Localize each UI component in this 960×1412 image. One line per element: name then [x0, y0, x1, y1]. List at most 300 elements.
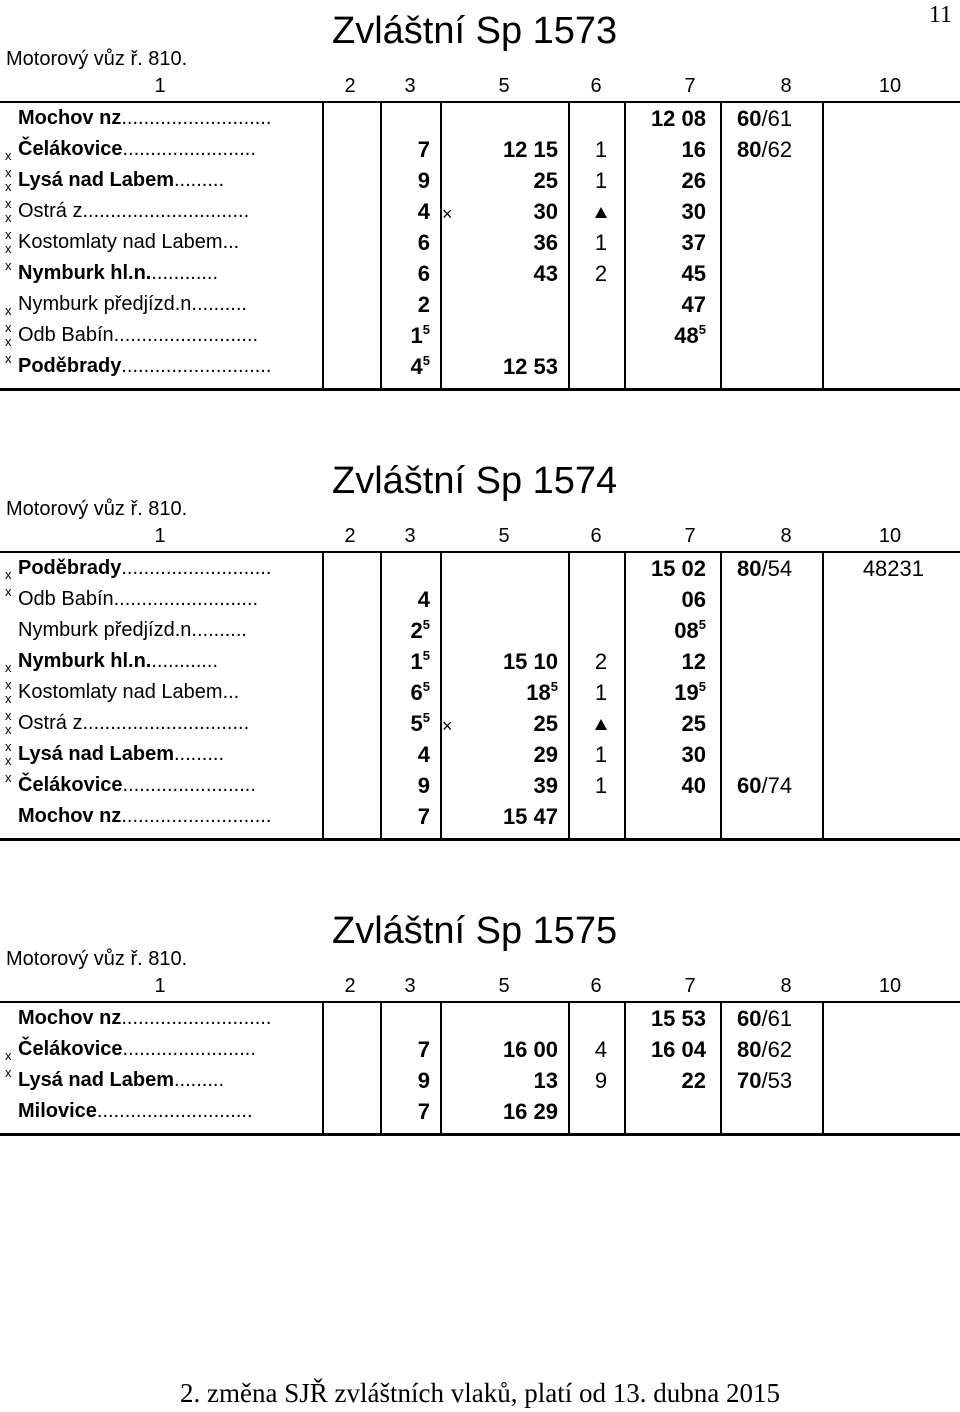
mark-bottom: x — [5, 691, 12, 706]
col-6-stop: 9 — [594, 1068, 608, 1093]
col-3-km — [418, 1099, 430, 1125]
column-header: 10 — [878, 525, 902, 547]
value: 39 — [533, 773, 558, 798]
station-name — [18, 805, 271, 828]
station-label: Čelákovice — [18, 774, 123, 796]
col-7-time — [651, 556, 706, 582]
col-7-time — [682, 199, 706, 225]
col-6-stop: 2 — [594, 649, 608, 674]
table-row — [0, 353, 960, 384]
col-6-stop: 1 — [594, 680, 608, 705]
table-row — [0, 803, 960, 834]
col-3-km — [411, 649, 430, 675]
col-3-km — [418, 1037, 430, 1063]
station-name — [18, 107, 271, 130]
column-header: 1 — [154, 975, 166, 997]
value: 15 47 — [502, 804, 558, 829]
col-7-time — [682, 773, 706, 799]
station-label: Odb Babín — [18, 324, 114, 346]
station-label: Nymburk hl.n. — [18, 262, 152, 284]
station-label: Mochov nz — [18, 1007, 122, 1029]
col-7-time — [682, 742, 706, 768]
leader-dots: .............................. — [82, 712, 250, 734]
speed-suffix: /74 — [761, 773, 793, 798]
vehicle-type: Motorový vůz ř. 810. — [6, 948, 188, 970]
value: 48 — [674, 323, 699, 348]
value: 1 — [410, 649, 423, 674]
table-row — [0, 586, 960, 617]
col-7-time — [682, 137, 706, 163]
column-header: 3 — [404, 975, 416, 997]
value: 9 — [417, 168, 430, 193]
col-3-km — [418, 804, 430, 830]
timetable-body — [0, 1003, 960, 1136]
station-name — [18, 200, 249, 223]
speed-value: 80 — [737, 556, 762, 581]
col-5-time — [534, 773, 558, 799]
value: 25 — [681, 711, 706, 736]
column-header: 2 — [344, 75, 356, 97]
station-label: Nymburk předjízd.n. — [18, 619, 197, 641]
crossing-icon: × — [442, 716, 453, 736]
value: 9 — [417, 1068, 430, 1093]
leader-dots: ......... — [196, 293, 247, 315]
mark-bottom: x — [5, 241, 12, 256]
col-5-time — [534, 168, 558, 194]
station-label: Lysá nad Labem — [18, 1069, 174, 1091]
station-label: Odb Babín — [18, 588, 114, 610]
speed-value: 60 — [737, 773, 762, 798]
col-6-stop: 4 — [594, 1037, 608, 1062]
value: 4 — [417, 742, 430, 767]
leader-dots: ... — [222, 231, 240, 253]
col-5-time — [534, 711, 558, 737]
value: 7 — [417, 804, 430, 829]
col-5-time — [503, 1037, 558, 1063]
mark-top: x — [5, 708, 12, 723]
speed-value: 70 — [737, 1068, 762, 1093]
col-8-speed — [737, 556, 792, 582]
station-label: Ostrá z — [18, 200, 83, 222]
value: 16 — [681, 137, 706, 162]
column-header: 1 — [154, 525, 166, 547]
col-5-time — [503, 804, 558, 830]
column-header: 8 — [780, 975, 792, 997]
value: 18 — [526, 680, 551, 705]
value: 19 — [674, 680, 699, 705]
col-10-note: 48231 — [862, 556, 924, 581]
column-header: 5 — [498, 975, 510, 997]
station-name — [18, 262, 218, 285]
station-label: Mochov nz — [18, 107, 122, 129]
leader-dots: ........................... — [121, 805, 272, 827]
leader-dots: ............ — [151, 650, 219, 672]
col-6-stop: 1 — [594, 742, 608, 767]
station-label: Nymburk hl.n. — [18, 650, 152, 672]
leader-dots: ......... — [196, 619, 247, 641]
leader-dots: ........................... — [121, 557, 272, 579]
column-header: 6 — [590, 975, 602, 997]
col-3-km — [418, 773, 430, 799]
mark-top: x — [5, 677, 12, 692]
speed-suffix: /61 — [761, 106, 793, 131]
column-header: 7 — [684, 75, 696, 97]
col-6-stop: 2 — [594, 261, 608, 286]
column-header: 6 — [590, 525, 602, 547]
value: 15 10 — [502, 649, 558, 674]
mark-bottom: x — [5, 334, 12, 349]
col-3-km — [418, 199, 430, 225]
column-header-row — [0, 523, 960, 553]
table-row — [0, 555, 960, 586]
value: 30 — [681, 742, 706, 767]
value: 16 00 — [502, 1037, 558, 1062]
superscript: 5 — [422, 322, 430, 337]
col-6-stop: 1 — [594, 137, 608, 162]
table-row — [0, 772, 960, 803]
value: 6 — [417, 261, 430, 286]
mark-bottom: x — [5, 1048, 12, 1063]
superscript: 5 — [422, 679, 430, 694]
station-name — [18, 774, 256, 797]
col-3-km — [418, 587, 430, 613]
timetable-body — [0, 103, 960, 391]
value: 13 — [533, 1068, 558, 1093]
timetable-body — [0, 553, 960, 841]
value: 06 — [681, 587, 706, 612]
col-5-time — [534, 742, 558, 768]
col-5-time — [503, 354, 558, 380]
col-3-km — [411, 354, 430, 380]
table-row — [0, 1005, 960, 1036]
value: 15 02 — [650, 556, 706, 581]
col-7-time — [682, 587, 706, 613]
leader-dots: ............ — [151, 262, 219, 284]
train-title: Zvláštní Sp 1573 — [332, 10, 618, 52]
value: 9 — [417, 773, 430, 798]
superscript: 5 — [422, 353, 430, 368]
col-7-time — [682, 230, 706, 256]
mark-top: x — [5, 770, 12, 785]
mark-top: x — [5, 196, 12, 211]
value: 43 — [533, 261, 558, 286]
table-row — [0, 260, 960, 291]
table-row — [0, 198, 960, 229]
station-name — [18, 557, 271, 580]
column-header: 3 — [404, 75, 416, 97]
col-3-km — [418, 1068, 430, 1094]
station-name — [18, 355, 271, 378]
table-row — [0, 229, 960, 260]
superscript: 5 — [422, 710, 430, 725]
col-7-time — [674, 618, 706, 644]
col-7-time — [674, 680, 706, 706]
col-3-km — [418, 137, 430, 163]
leader-dots: ........................ — [122, 774, 256, 796]
timetable-section — [0, 10, 960, 392]
station-label: Mochov nz — [18, 805, 122, 827]
station-name — [18, 650, 218, 673]
column-header: 8 — [780, 525, 792, 547]
leader-dots: ............................ — [96, 1100, 253, 1122]
table-row — [0, 291, 960, 322]
timetable-section — [0, 460, 960, 842]
value: 6 — [410, 680, 423, 705]
table-row — [0, 648, 960, 679]
value: 40 — [681, 773, 706, 798]
station-name — [18, 169, 224, 192]
station-name — [18, 1069, 224, 1092]
superscript: 5 — [698, 679, 706, 694]
speed-suffix: /54 — [761, 556, 793, 581]
column-header: 2 — [344, 525, 356, 547]
value: 26 — [681, 168, 706, 193]
column-header: 5 — [498, 75, 510, 97]
triangle-icon — [595, 207, 607, 218]
value: 12 15 — [502, 137, 558, 162]
col-7-time — [682, 649, 706, 675]
value: 30 — [533, 199, 558, 224]
col-5-time — [534, 261, 558, 287]
col-3-km — [418, 261, 430, 287]
col-5-time — [503, 137, 558, 163]
value: 2 — [410, 618, 423, 643]
table-row — [0, 679, 960, 710]
speed-suffix: /62 — [761, 1037, 793, 1062]
value: 29 — [533, 742, 558, 767]
column-header: 1 — [154, 75, 166, 97]
speed-suffix: /61 — [761, 1006, 793, 1031]
col-7-time — [682, 1068, 706, 1094]
column-header: 8 — [780, 75, 792, 97]
table-row — [0, 1098, 960, 1129]
value: 4 — [417, 587, 430, 612]
leader-dots: ........................... — [121, 1007, 272, 1029]
value: 7 — [417, 1037, 430, 1062]
column-header: 10 — [878, 75, 902, 97]
station-name — [18, 138, 256, 161]
value: 6 — [417, 230, 430, 255]
superscript: 5 — [698, 617, 706, 632]
station-name — [18, 588, 258, 611]
value: 2 — [417, 292, 430, 317]
col-6-stop: 1 — [594, 230, 608, 255]
col-8-speed — [737, 1037, 792, 1063]
station-label: Kostomlaty nad Labem — [18, 681, 223, 703]
col-5-time — [503, 649, 558, 675]
value: 25 — [533, 711, 558, 736]
value: 1 — [410, 323, 423, 348]
table-row — [0, 1067, 960, 1098]
speed-value: 80 — [737, 137, 762, 162]
col-7-time — [651, 1006, 706, 1032]
leader-dots: ........................... — [121, 355, 272, 377]
col-3-km — [411, 323, 430, 349]
vehicle-type: Motorový vůz ř. 810. — [6, 498, 188, 520]
station-name — [18, 231, 239, 254]
value: 12 — [681, 649, 706, 674]
speed-suffix: /53 — [761, 1068, 793, 1093]
col-8-speed — [737, 106, 792, 132]
mark-top: x — [5, 351, 12, 366]
col-5-time — [503, 1099, 558, 1125]
table-row — [0, 167, 960, 198]
col-7-time — [682, 711, 706, 737]
mark-bottom: x — [5, 722, 12, 737]
value: 25 — [533, 168, 558, 193]
column-header-row — [0, 973, 960, 1003]
leader-dots: .............................. — [82, 200, 250, 222]
mark-bottom: x — [5, 567, 12, 582]
superscript: 5 — [698, 322, 706, 337]
station-name — [18, 619, 247, 642]
leader-dots: ......... — [173, 743, 224, 765]
mark-bottom: x — [5, 179, 12, 194]
station-name — [18, 324, 258, 347]
crossing-icon: × — [442, 204, 453, 224]
speed-value: 60 — [737, 106, 762, 131]
value: 16 29 — [502, 1099, 558, 1124]
station-name — [18, 293, 247, 316]
value: 15 53 — [650, 1006, 706, 1031]
leader-dots: ... — [222, 681, 240, 703]
value: 08 — [674, 618, 699, 643]
value: 45 — [681, 261, 706, 286]
train-title: Zvláštní Sp 1574 — [332, 460, 618, 502]
mark-bottom: x — [5, 660, 12, 675]
value: 7 — [417, 137, 430, 162]
station-label: Nymburk předjízd.n. — [18, 293, 197, 315]
col-8-speed — [737, 773, 792, 799]
train-title: Zvláštní Sp 1575 — [332, 910, 618, 952]
col-8-speed — [737, 1068, 792, 1094]
col-7-time — [651, 106, 706, 132]
col-3-km — [418, 292, 430, 318]
triangle-icon — [595, 719, 607, 730]
value: 7 — [417, 1099, 430, 1124]
table-row — [0, 710, 960, 741]
table-row — [0, 1036, 960, 1067]
value: 30 — [681, 199, 706, 224]
station-name — [18, 1100, 253, 1123]
mark-bottom: x — [5, 210, 12, 225]
col-3-km — [411, 618, 430, 644]
table-row — [0, 322, 960, 353]
superscript: 5 — [550, 679, 558, 694]
leader-dots: ......... — [173, 1069, 224, 1091]
speed-value: 60 — [737, 1006, 762, 1031]
leader-dots: ......... — [173, 169, 224, 191]
col-6-stop: 1 — [594, 168, 608, 193]
station-label: Lysá nad Labem — [18, 743, 174, 765]
table-row — [0, 105, 960, 136]
col-5-time — [534, 199, 558, 225]
mark-top: x — [5, 320, 12, 335]
column-header: 10 — [878, 975, 902, 997]
col-3-km — [418, 742, 430, 768]
station-label: Kostomlaty nad Labem — [18, 231, 223, 253]
mark-top: x — [5, 258, 12, 273]
mark-top: x — [5, 584, 12, 599]
col-8-speed — [737, 1006, 792, 1032]
col-5-time — [534, 1068, 558, 1094]
column-header: 7 — [684, 975, 696, 997]
station-name — [18, 712, 249, 735]
col-3-km — [411, 680, 430, 706]
page-number: 11 — [928, 2, 952, 28]
value: 12 53 — [502, 354, 558, 379]
speed-value: 80 — [737, 1037, 762, 1062]
station-name — [18, 1007, 271, 1030]
col-7-time — [682, 168, 706, 194]
station-label: Milovice — [18, 1100, 97, 1122]
col-3-km — [418, 168, 430, 194]
footer-note: 2. změna SJŘ zvláštních vlaků, platí od 13. dubna 2015 — [180, 1378, 780, 1408]
vehicle-type: Motorový vůz ř. 810. — [6, 48, 188, 70]
mark-top: x — [5, 165, 12, 180]
col-7-time — [682, 261, 706, 287]
value: 22 — [681, 1068, 706, 1093]
col-6-stop: 1 — [594, 773, 608, 798]
leader-dots: ........................... — [121, 107, 272, 129]
col-5-time — [526, 680, 558, 706]
table-row — [0, 617, 960, 648]
leader-dots: ........................ — [122, 138, 256, 160]
leader-dots: ........................ — [122, 1038, 256, 1060]
superscript: 5 — [422, 648, 430, 663]
timetable-section — [0, 910, 960, 1137]
mark-top: x — [5, 739, 12, 754]
value: 12 08 — [650, 106, 706, 131]
col-3-km — [411, 711, 430, 737]
value: 16 04 — [650, 1037, 706, 1062]
mark-bottom: x — [5, 148, 12, 163]
value: 4 — [417, 199, 430, 224]
station-label: Poděbrady — [18, 355, 122, 377]
station-label: Čelákovice — [18, 1038, 123, 1060]
station-name — [18, 1038, 256, 1061]
mark-top: x — [5, 227, 12, 242]
col-7-time — [674, 323, 706, 349]
column-header: 6 — [590, 75, 602, 97]
col-7-time — [651, 1037, 706, 1063]
column-header: 2 — [344, 975, 356, 997]
station-label: Čelákovice — [18, 138, 123, 160]
col-5-time — [534, 230, 558, 256]
col-8-speed — [737, 137, 792, 163]
leader-dots: .......................... — [113, 588, 259, 610]
value: 37 — [681, 230, 706, 255]
value: 36 — [533, 230, 558, 255]
mark-bottom: x — [5, 753, 12, 768]
station-label: Ostrá z — [18, 712, 83, 734]
mark-top: x — [5, 1065, 12, 1080]
station-label: Poděbrady — [18, 557, 122, 579]
station-name — [18, 743, 224, 766]
value: 4 — [410, 354, 423, 379]
value: 5 — [410, 711, 423, 736]
leader-dots: .......................... — [113, 324, 259, 346]
column-header-row — [0, 73, 960, 103]
table-row — [0, 136, 960, 167]
speed-suffix: /62 — [761, 137, 793, 162]
mark-bottom: x — [5, 303, 12, 318]
column-header: 7 — [684, 525, 696, 547]
column-header: 5 — [498, 525, 510, 547]
station-label: Lysá nad Labem — [18, 169, 174, 191]
value: 47 — [681, 292, 706, 317]
col-3-km — [418, 230, 430, 256]
